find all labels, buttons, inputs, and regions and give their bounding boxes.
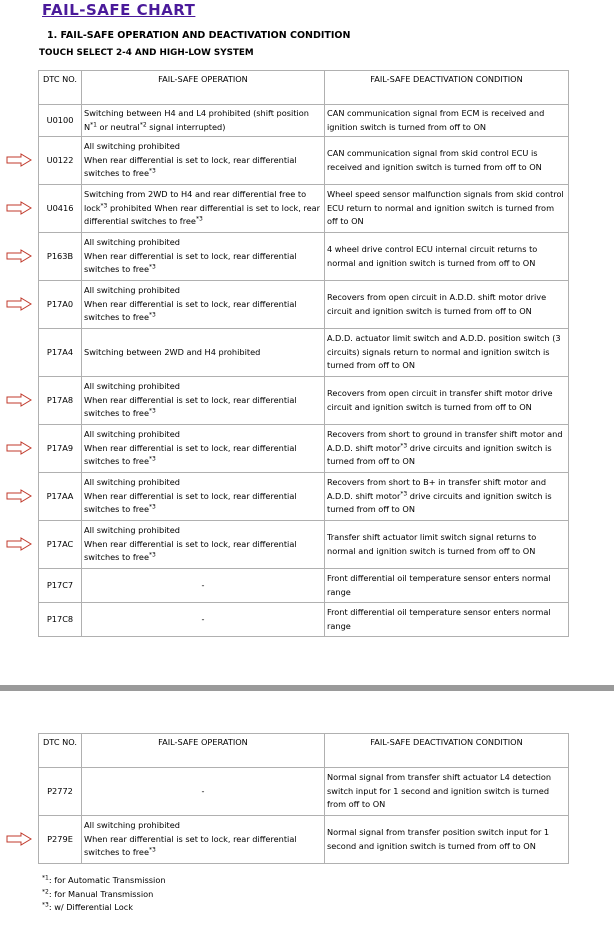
dtc-code: P17AA <box>39 473 82 521</box>
dtc-code: P2772 <box>39 768 82 816</box>
deactivation-condition: CAN communication signal from skid control ECU is received and ignition switch is turned from off to ON <box>325 137 569 185</box>
deactivation-condition: Recovers from open circuit in transfer shift motor drive circuit and ignition switch is turned from off to ON <box>325 377 569 425</box>
fail-safe-operation: Switching between 2WD and H4 prohibited <box>82 329 325 377</box>
dtc-code: U0416 <box>39 185 82 233</box>
deactivation-condition: Wheel speed sensor malfunction signals from skid control ECU return to normal and ignition switch is turned from off to ON <box>325 185 569 233</box>
fail-safe-operation: All switching prohibited When rear differential is set to lock, rear differential switches to free$^{*3}$ <box>82 377 325 425</box>
fail-safe-operation: - <box>82 569 325 603</box>
fail-safe-operation: All switching prohibited When rear differential is set to lock, rear differential switches to free$^{*3}$ <box>82 137 325 185</box>
row-marker-arrow-icon <box>6 832 32 846</box>
fail-safe-operation: - <box>82 603 325 637</box>
fail-safe-operation: - <box>82 768 325 816</box>
header-deactivation-condition: FAIL-SAFE DEACTIVATION CONDITION <box>325 734 569 768</box>
fail-safe-operation: All switching prohibited When rear differential is set to lock, rear differential switches to free$^{*3}$ <box>82 281 325 329</box>
page-separator <box>0 685 614 691</box>
footnote: $^{*2}$: for Manual Transmission <box>42 887 154 899</box>
table-row <box>39 137 569 185</box>
dtc-code: P279E <box>39 816 82 864</box>
section-heading: 1. FAIL-SAFE OPERATION AND DEACTIVATION CONDITION <box>47 30 351 41</box>
fail-safe-operation: Switching between H4 and L4 prohibited (shift position $N^{*1}$ or neutral$^{*2}$ signal interrupted) <box>82 105 325 137</box>
fail-safe-table-1 <box>38 70 569 637</box>
dtc-code: P17C8 <box>39 603 82 637</box>
row-marker-arrow-icon <box>6 201 32 215</box>
header-dtc: DTC NO. <box>39 734 82 768</box>
header-dtc: DTC NO. <box>39 71 82 105</box>
fail-safe-operation: All switching prohibited When rear differential is set to lock, rear differential switches to free$^{*3}$ <box>82 521 325 569</box>
deactivation-condition: Recovers from open circuit in A.D.D. shift motor drive circuit and ignition switch is turned from off to ON <box>325 281 569 329</box>
table-row <box>39 603 569 637</box>
row-marker-arrow-icon <box>6 393 32 407</box>
deactivation-condition: Front differential oil temperature sensor enters normal range <box>325 603 569 637</box>
dtc-code: P17A4 <box>39 329 82 377</box>
table-row <box>39 233 569 281</box>
dtc-code: P17A9 <box>39 425 82 473</box>
header-fail-safe-operation: FAIL-SAFE OPERATION <box>82 71 325 105</box>
deactivation-condition: Front differential oil temperature sensor enters normal range <box>325 569 569 603</box>
dtc-code: P17A8 <box>39 377 82 425</box>
dtc-code: P17AC <box>39 521 82 569</box>
table-row <box>39 329 569 377</box>
dtc-code: P163B <box>39 233 82 281</box>
table-row <box>39 816 569 864</box>
row-marker-arrow-icon <box>6 297 32 311</box>
deactivation-condition: CAN communication signal from ECM is received and ignition switch is turned from off to ON <box>325 105 569 137</box>
footnote: $^{*1}$: for Automatic Transmission <box>42 874 166 885</box>
deactivation-condition: 4 wheel drive control ECU internal circuit returns to normal and ignition switch is turned from off to ON <box>325 233 569 281</box>
fail-safe-operation: Switching from 2WD to H4 and rear differential free to lock$^{*3}$ prohibited When rear differential is set to lock, rear differential switches to free$^{*3}$ <box>82 185 325 233</box>
deactivation-condition: Normal signal from transfer position switch input for 1 second and ignition switch is turned from off to ON <box>325 816 569 864</box>
footnote: $^{*3}$: w/ Differential Lock <box>42 901 133 912</box>
deactivation-condition: Recovers from short to B+ in transfer shift motor and A.D.D. shift motor$^{*3}$ drive circuits and ignition switch is turned from off to ON <box>325 473 569 521</box>
fail-safe-operation: All switching prohibited When rear differential is set to lock, rear differential switches to free$^{*3}$ <box>82 233 325 281</box>
row-marker-arrow-icon <box>6 537 32 551</box>
row-marker-arrow-icon <box>6 441 32 455</box>
table-row <box>39 281 569 329</box>
header-deactivation-condition: FAIL-SAFE DEACTIVATION CONDITION <box>325 71 569 105</box>
footnotes <box>42 874 166 915</box>
fail-safe-operation: All switching prohibited When rear differential is set to lock, rear differential switches to free$^{*3}$ <box>82 425 325 473</box>
fail-safe-operation: All switching prohibited When rear differential is set to lock, rear differential switches to free$^{*3}$ <box>82 473 325 521</box>
table-row <box>39 105 569 137</box>
dtc-code: U0100 <box>39 105 82 137</box>
row-marker-arrow-icon <box>6 489 32 503</box>
table-row <box>39 473 569 521</box>
deactivation-condition: A.D.D. actuator limit switch and A.D.D. position switch (3 circuits) signals return to normal and ignition switch is turned from off to ON <box>325 329 569 377</box>
table-row <box>39 377 569 425</box>
table-row <box>39 185 569 233</box>
deactivation-condition: Recovers from short to ground in transfer shift motor and A.D.D. shift motor$^{*3}$ drive circuits and ignition switch is turned from off to ON <box>325 425 569 473</box>
fail-safe-table-2 <box>38 733 569 864</box>
page-title: FAIL-SAFE CHART <box>42 1 196 19</box>
table-row <box>39 768 569 816</box>
row-marker-arrow-icon <box>6 249 32 263</box>
deactivation-condition: Transfer shift actuator limit switch signal returns to normal and ignition switch is turned from off to ON <box>325 521 569 569</box>
table-row <box>39 521 569 569</box>
header-fail-safe-operation: FAIL-SAFE OPERATION <box>82 734 325 768</box>
system-label: TOUCH SELECT 2-4 AND HIGH-LOW SYSTEM <box>39 48 254 58</box>
dtc-code: P17C7 <box>39 569 82 603</box>
deactivation-condition: Normal signal from transfer shift actuator L4 detection switch input for 1 second and ignition switch is turned from off to ON <box>325 768 569 816</box>
row-marker-arrow-icon <box>6 153 32 167</box>
dtc-code: U0122 <box>39 137 82 185</box>
dtc-code: P17A0 <box>39 281 82 329</box>
table-row <box>39 569 569 603</box>
fail-safe-operation: All switching prohibited When rear differential is set to lock, rear differential switches to free$^{*3}$ <box>82 816 325 864</box>
table-row <box>39 425 569 473</box>
